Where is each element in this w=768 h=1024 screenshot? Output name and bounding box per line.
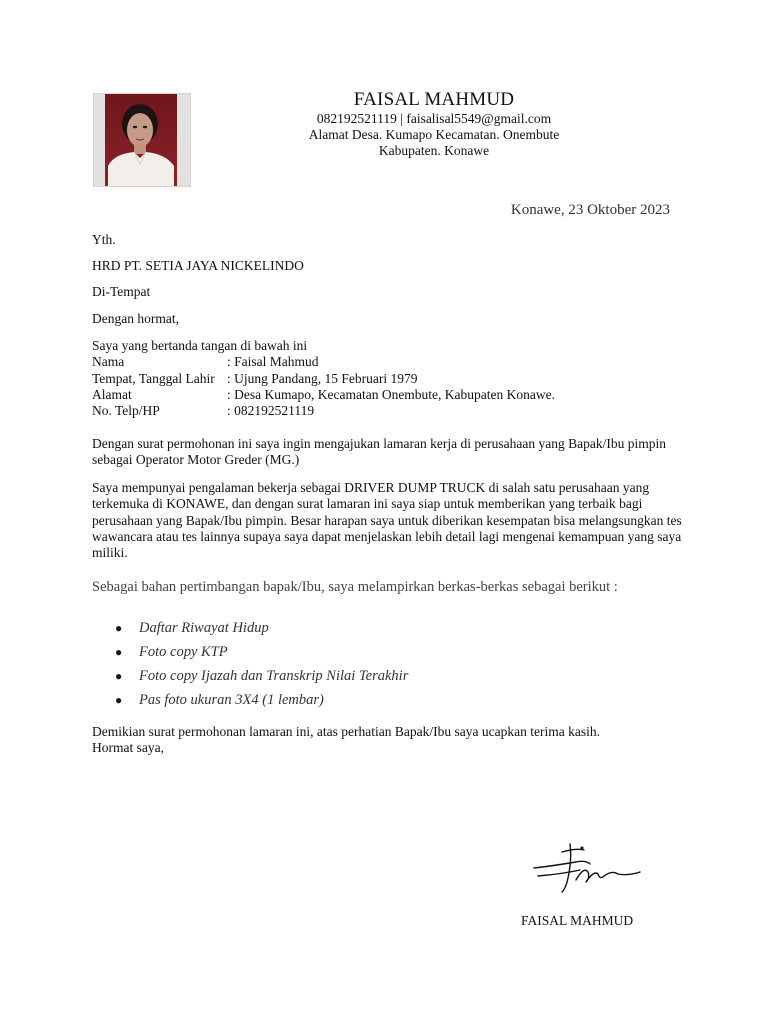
list-item [92, 664, 408, 688]
identity-value: : 082192521119 [227, 403, 315, 419]
letter-date: Konawe, 23 Oktober 2023 [510, 202, 670, 218]
bullet-icon: ● [115, 621, 123, 635]
identity-row [92, 354, 682, 370]
regards-line: Hormat saya, [92, 740, 164, 756]
applicant-name-heading: FAISAL MAHMUD [353, 89, 515, 110]
identity-value: : Desa Kumapo, Kecamatan Onembute, Kabupaten Konawe. [227, 386, 556, 402]
list-item [92, 688, 408, 712]
letter-header [268, 89, 600, 159]
portrait-image [94, 94, 190, 186]
closing-line: Demikian surat permohonan lamaran ini, atas perhatian Bapak/Ibu saya ucapkan terima kasih. [92, 724, 600, 739]
attachment-text: Foto copy KTP [139, 644, 228, 660]
bullet-icon: ● [115, 669, 123, 683]
closing-section [92, 724, 682, 757]
salutation: Yth. [92, 232, 116, 247]
attachments-list [92, 616, 408, 712]
attachment-text: Foto copy Ijazah dan Transkrip Nilai Terakhir [139, 668, 409, 684]
bullet-icon: ● [115, 693, 123, 707]
bullet-icon: ● [115, 645, 123, 659]
contact-line: 082192521119 | faisalisal5549@gmail.com [316, 111, 552, 126]
recipient-place: Di-Tempat [92, 284, 151, 299]
identity-intro: Saya yang bertanda tangan di bawah ini [92, 338, 308, 353]
identity-key: No. Telp/HP [92, 403, 160, 419]
identity-row [92, 403, 682, 419]
list-item [92, 616, 408, 640]
identity-key: Nama [92, 354, 125, 370]
address-line-1: Alamat Desa. Kumapo Kecamatan. Onembute [308, 127, 560, 142]
identity-value: : Ujung Pandang, 15 Februari 1979 [227, 370, 418, 386]
identity-row [92, 371, 682, 387]
handwritten-signature [532, 840, 644, 896]
signature-name: FAISAL MAHMUD [521, 913, 634, 928]
applicant-photo [93, 93, 191, 187]
identity-value: : Faisal Mahmud [227, 354, 319, 370]
attachments-intro: Sebagai bahan pertimbangan bapak/Ibu, saya melampirkan berkas-berkas sebagai berikut : [92, 579, 618, 595]
recipient-company: HRD PT. SETIA JAYA NICKELINDO [92, 258, 304, 273]
attachment-text: Daftar Riwayat Hidup [139, 620, 269, 636]
attachment-text: Pas foto ukuran 3X4 (1 lembar) [139, 692, 324, 708]
greeting: Dengan hormat, [92, 311, 179, 326]
address-line-2: Kabupaten. Konawe [378, 143, 490, 158]
experience-paragraph: Saya mempunyai pengalaman bekerja sebagai DRIVER DUMP TRUCK di salah satu perusahaan yang terkemuka di KONAWE, dan dengan surat lamaran ini saya siap untuk memberikan yang terbaik bagi perusahaan yang Bapak/Ibu pimpin. Besar harapan saya untuk diberikan kesempatan bisa melangsungkan tes wawancara atau tes lainnya supaya saya dapat menjelaskan lebih detail lagi mengenai kemampuan yang saya miliki. [92, 480, 682, 561]
list-item [92, 640, 408, 664]
identity-row [92, 387, 682, 403]
application-paragraph: Dengan surat permohonan ini saya ingin mengajukan lamaran kerja di perusahaan yang Bapak/Ibu pimpin sebagai Operator Motor Greder (MG.) [92, 436, 666, 468]
identity-key: Tempat, Tanggal Lahir [92, 370, 215, 386]
identity-key: Alamat [92, 386, 132, 402]
identity-section [92, 338, 682, 419]
